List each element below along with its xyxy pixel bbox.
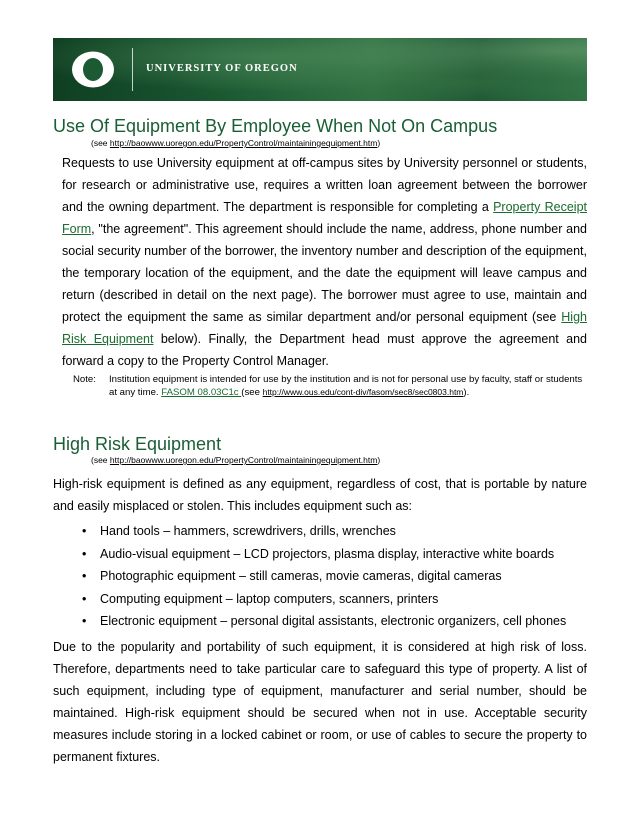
source-link[interactable]: http://baowww.uoregon.edu/PropertyControl/maintainingequipment.htm — [109, 138, 378, 148]
bullet-icon: • — [82, 614, 87, 629]
source-reference: (see http://baowww.uoregon.edu/PropertyControl/maintainingequipment.htm) — [91, 455, 381, 465]
list-item: • Electronic equipment – personal digital assistants, electronic organizers, cell phones — [79, 610, 589, 633]
source-reference: (see http://baowww.uoregon.edu/PropertyControl/maintainingequipment.htm) — [91, 138, 381, 148]
banner-divider — [132, 48, 133, 91]
property-receipt-form-link[interactable]: Property Receipt Form — [62, 200, 587, 236]
list-item: • Photographic equipment – still cameras, movie cameras, digital cameras — [79, 565, 589, 588]
oregon-o-logo — [69, 49, 117, 90]
high-risk-list — [79, 520, 589, 633]
list-item: • Computing equipment – laptop computers, scanners, printers — [79, 588, 589, 611]
list-item: • Audio-visual equipment – LCD projectors, plasma display, interactive white boards — [79, 543, 589, 566]
bullet-icon: • — [82, 524, 87, 538]
source-link[interactable]: http://baowww.uoregon.edu/PropertyControl/maintainingequipment.htm — [109, 455, 378, 465]
high-risk-intro: High-risk equipment is defined as any equipment, regardless of cost, that is portable by nature and easily misplaced or stolen. This includes equipment such as: — [53, 477, 587, 513]
off-campus-paragraph: Requests to use University equipment at off-campus sites by University personnel or students, for research or administrative use, requires a written loan agreement between the borrower and the owning department. The department is responsible for completing a Property Receipt Form, "the agreement". This agreement should include the name, address, phone number and social security number of the borrower, the inventory number and description of the equipment, the temporary location of the equipment, and the date the equipment will leave campus and return (described in detail on the next page). The borrower must agree to use, maintain and protect the equipment the same as similar department and/or personal equipment (see High Risk Equipment below). Finally, the Department head must approve the agreement and forward a copy to the Property Control Manager. — [62, 156, 587, 368]
list-item: • Hand tools – hammers, screwdrivers, drills, wrenches — [79, 520, 589, 543]
high-risk-equipment-link[interactable]: High Risk Equipment — [62, 310, 587, 346]
note-block — [73, 373, 589, 399]
ous-fasom-url-link[interactable]: http://www.ous.edu/cont-div/fasom/sec8/sec0803.htm — [262, 387, 464, 397]
bullet-icon: • — [82, 591, 87, 606]
note-text: Institution equipment is intended for use by the institution and is not for personal use by faculty, staff or students at any time. FASOM 08.03C1c (see http://www.ous.edu/cont-div/fasom/sec8/sec0803.htm). — [109, 374, 583, 398]
bullet-icon: • — [82, 546, 87, 561]
section-title-high-risk: High Risk Equipment — [53, 434, 222, 454]
note-label: Note: — [73, 374, 96, 385]
high-risk-closing-paragraph: Due to the popularity and portability of such equipment, it is considered at high risk of loss. Therefore, departments need to take particular care to safeguard this type of property. A list of such equipment, including type of equipment, manufacturer and serial number, should be maintained. High-risk equipment should be secured when not in use. Acceptable security measures include storing in a locked cabinet or room, or use of cables to secure the property to permanent fixtures. — [53, 640, 587, 764]
university-name: UNIVERSITY OF OREGON — [146, 63, 298, 74]
bullet-icon: • — [82, 569, 87, 584]
fasom-link[interactable]: FASOM 08.03C1c — [161, 387, 242, 398]
section-title-off-campus: Use Of Equipment By Employee When Not On Campus — [53, 116, 498, 136]
university-banner — [53, 38, 587, 101]
